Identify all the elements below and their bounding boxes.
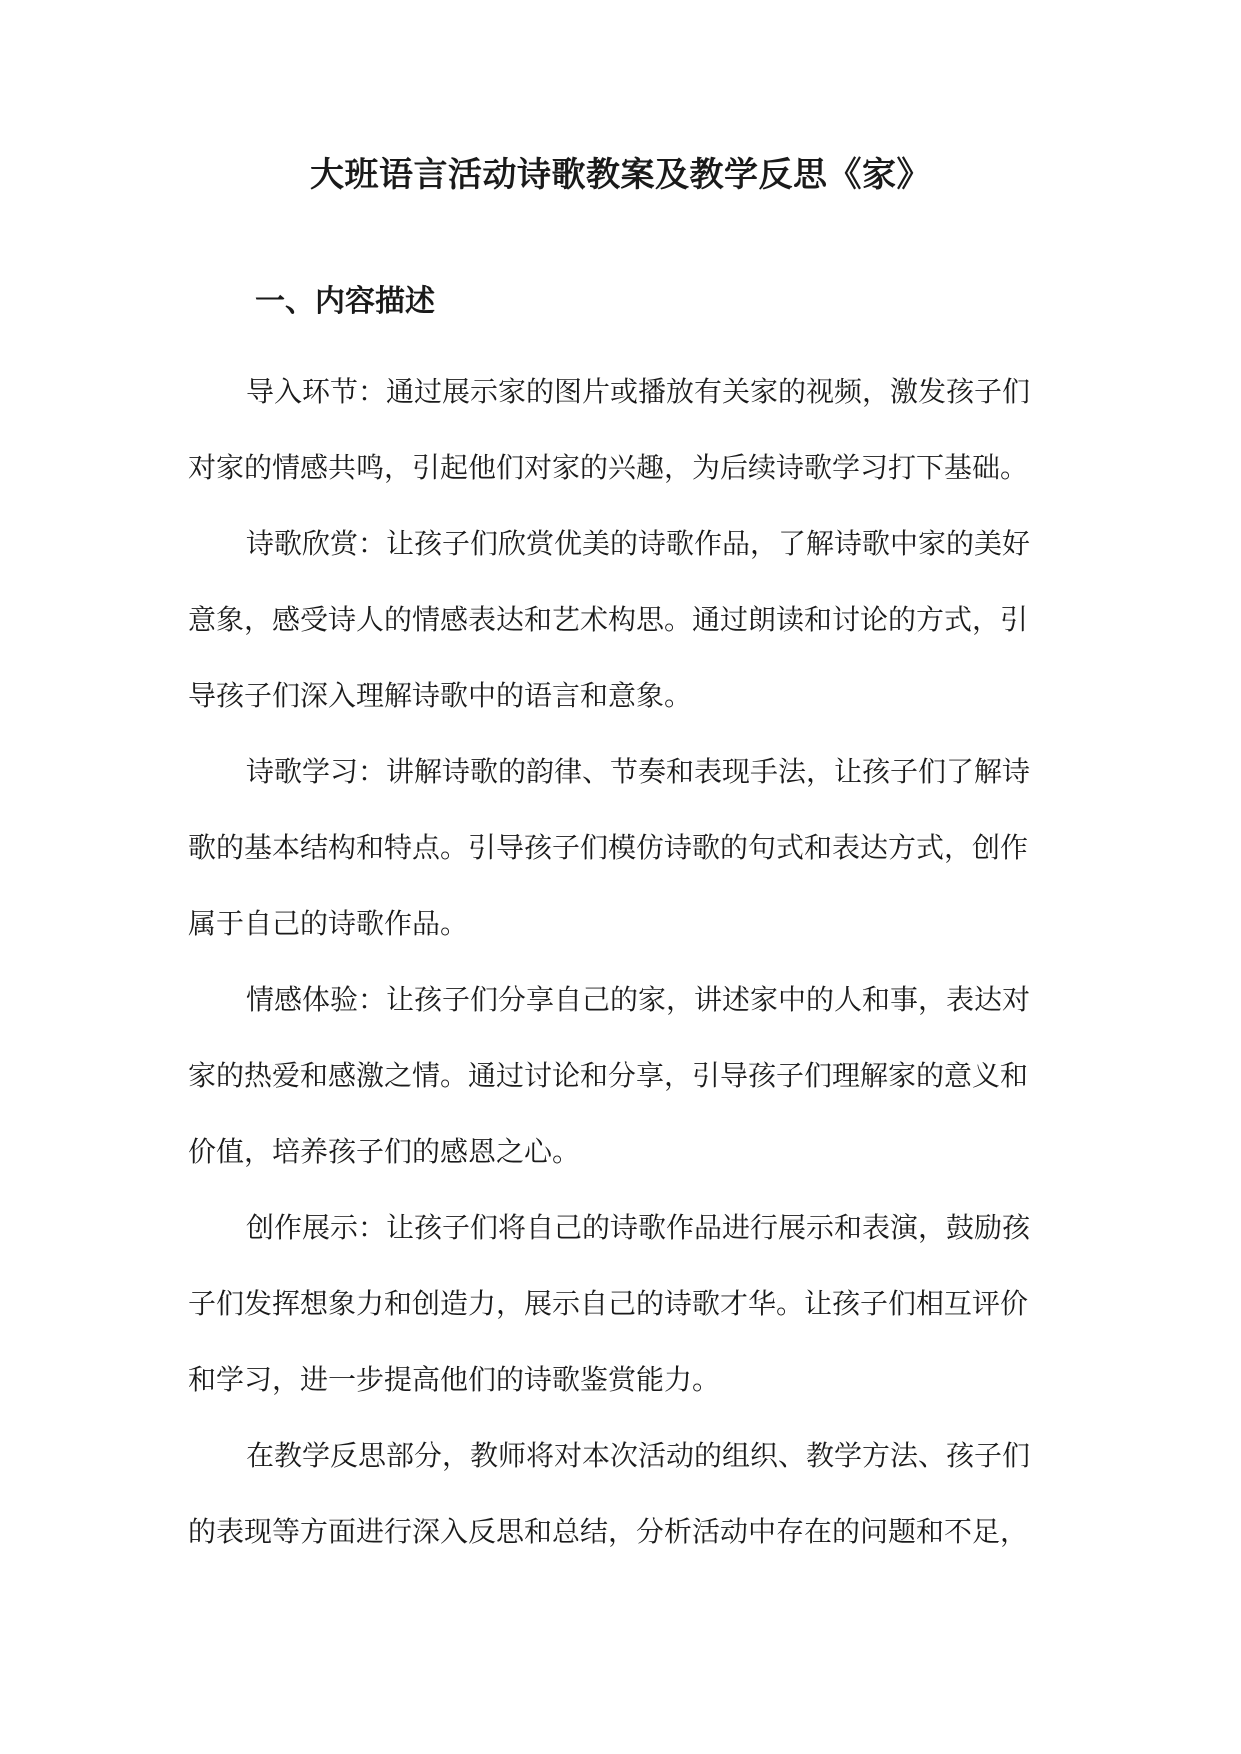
section-heading: 一、内容描述 xyxy=(255,284,435,319)
paragraph-line: 属于自己的诗歌作品。 xyxy=(188,907,469,940)
paragraph-line: 子们发挥想象力和创造力，展示自己的诗歌才华。让孩子们相互评价 xyxy=(188,1287,1029,1320)
paragraph-line: 导入环节：通过展示家的图片或播放有关家的视频，激发孩子们 xyxy=(246,375,1031,408)
document-title: 大班语言活动诗歌教案及教学反思《家》 xyxy=(310,155,931,195)
paragraph-line: 情感体验：让孩子们分享自己的家，讲述家中的人和事，表达对 xyxy=(246,983,1031,1016)
paragraph-intro xyxy=(188,354,1030,506)
paragraph-line: 的表现等方面进行深入反思和总结，分析活动中存在的问题和不足， xyxy=(188,1515,1029,1548)
paragraph-line: 导孩子们深入理解诗歌中的语言和意象。 xyxy=(188,679,693,712)
paragraph-line: 和学习，进一步提高他们的诗歌鉴赏能力。 xyxy=(188,1363,721,1396)
paragraph-line: 意象，感受诗人的情感表达和艺术构思。通过朗读和讨论的方式，引 xyxy=(188,603,1029,636)
paragraph-poem-learning xyxy=(188,734,1030,962)
paragraph-line: 创作展示：让孩子们将自己的诗歌作品进行展示和表演，鼓励孩 xyxy=(246,1211,1031,1244)
paragraph-teaching-reflection xyxy=(188,1418,1030,1570)
paragraph-poem-appreciation xyxy=(188,506,1030,734)
paragraph-line: 在教学反思部分，教师将对本次活动的组织、教学方法、孩子们 xyxy=(246,1439,1031,1472)
paragraph-emotional-experience xyxy=(188,962,1030,1190)
paragraph-line: 诗歌欣赏：让孩子们欣赏优美的诗歌作品，了解诗歌中家的美好 xyxy=(246,527,1031,560)
paragraph-line: 家的热爱和感激之情。通过讨论和分享，引导孩子们理解家的意义和 xyxy=(188,1059,1029,1092)
paragraph-line: 歌的基本结构和特点。引导孩子们模仿诗歌的句式和表达方式，创作 xyxy=(188,831,1029,864)
paragraph-line: 价值，培养孩子们的感恩之心。 xyxy=(188,1135,581,1168)
paragraph-creative-showcase xyxy=(188,1190,1030,1418)
paragraph-line: 诗歌学习：讲解诗歌的韵律、节奏和表现手法，让孩子们了解诗 xyxy=(246,755,1031,788)
paragraph-line: 对家的情感共鸣，引起他们对家的兴趣，为后续诗歌学习打下基础。 xyxy=(188,451,1029,484)
